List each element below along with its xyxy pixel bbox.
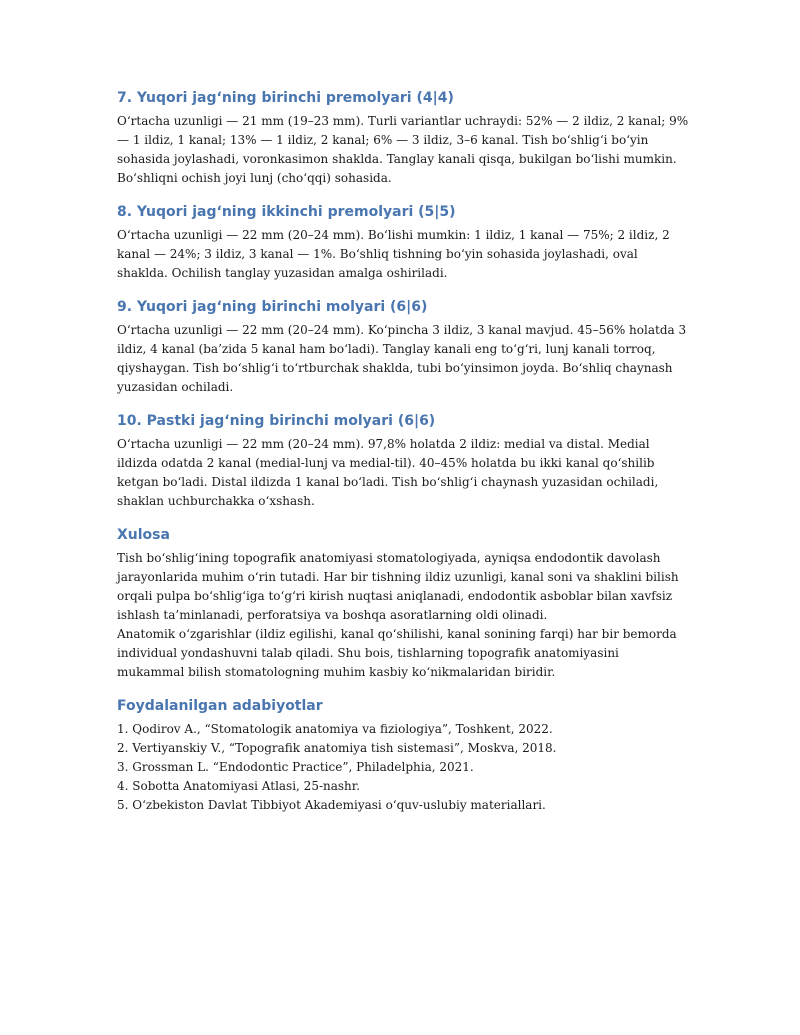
section-paragraph: O‘rtacha uzunligi — 22 mm (20–24 mm). Bo‘lishi mumkin: 1 ildiz, 1 kanal — 75%; 2 ildiz, 2 kanal — 24%; 3 ildiz, 3 kanal — 1%. Bo‘shliq tishning bo‘yin sohasida joylashadi, oval shaklda. Ochilish tanglay yuzasidan amalga oshiriladi.: [117, 228, 670, 280]
references-heading: Foydalanilgan adabiyotlar: [117, 698, 323, 714]
reference-item: 4. Sobotta Anatomiyasi Atlasi, 25-nashr.: [117, 779, 361, 793]
section-paragraph: O‘rtacha uzunligi — 22 mm (20–24 mm). 97,8% holatda 2 ildiz: medial va distal. Medial ildizda odatda 2 kanal (medial-lunj va medial-til). 40–45% holatda bu ikki kanal qo‘shilib ketgan bo‘ladi. Distal ildizda 1 kanal bo‘ladi. Tish bo‘shlig‘i chaynash yuzasidan ochiladi, shaklan uchburchakka o‘xshash.: [117, 437, 659, 508]
section-heading: 8. Yuqori jag‘ning ikkinchi premolyari (5|5): [117, 204, 456, 220]
reference-item: 3. Grossman L. “Endodontic Practice”, Philadelphia, 2021.: [117, 760, 474, 774]
reference-item: 2. Vertiyanskiy V., “Topografik anatomiya tish sistemasi”, Moskva, 2018.: [117, 741, 557, 755]
references-list: [117, 720, 689, 815]
reference-item: 5. O‘zbekiston Davlat Tibbiyot Akademiyasi o‘quv-uslubiy materiallari.: [117, 798, 546, 812]
section-premolar-upper-first: [117, 88, 689, 188]
section-molar-lower-first: [117, 411, 689, 511]
reference-item: 1. Qodirov A., “Stomatologik anatomiya va fiziologiya”, Toshkent, 2022.: [117, 722, 553, 736]
section-premolar-upper-second: [117, 202, 689, 283]
section-references: [117, 696, 689, 815]
section-paragraph: O‘rtacha uzunligi — 22 mm (20–24 mm). Ko‘pincha 3 ildiz, 3 kanal mavjud. 45–56% holatda 3 ildiz, 4 kanal (ba’zida 5 kanal ham bo‘ladi). Tanglay kanali eng to‘g‘ri, lunj kanali torroq, qiyshaygan. Tish bo‘shlig‘i to‘rtburchak shaklda, tubi bo‘yinsimon joyda. Bo‘shliq chaynash yuzasidan ochiladi.: [117, 323, 687, 394]
section-heading: 9. Yuqori jag‘ning birinchi molyari (6|6): [117, 299, 428, 315]
document-page: [117, 88, 689, 829]
section-heading: Xulosa: [117, 527, 170, 543]
section-paragraph: O‘rtacha uzunligi — 21 mm (19–23 mm). Turli variantlar uchraydi: 52% — 2 ildiz, 2 kanal; 9% — 1 ildiz, 1 kanal; 13% — 1 ildiz, 2 kanal; 6% — 3 ildiz, 3–6 kanal. Tish bo‘shlig‘i bo‘yin sohasida joylashadi, voronkasimon shaklda. Tanglay kanali qisqa, bukilgan bo‘lishi mumkin. Bo‘shliqni ochish joyi lunj (cho‘qqi) sohasida.: [117, 114, 689, 185]
section-heading: 7. Yuqori jag‘ning birinchi premolyari (4|4): [117, 90, 454, 106]
section-molar-upper-first: [117, 297, 689, 397]
section-conclusion: [117, 525, 689, 682]
section-paragraph: Tish bo‘shlig‘ining topografik anatomiyasi stomatologiyada, ayniqsa endodontik davolash jarayonlarida muhim o‘rin tutadi. Har bir tishning ildiz uzunligi, kanal soni va shaklini bilish orqali pulpa bo‘shlig‘iga to‘g‘ri kirish nuqtasi aniqlanadi, endodontik asboblar bilan xavfsiz ishlash ta’minlanadi, perforatsiya va boshqa asoratlarning oldi olinadi.: [117, 551, 679, 622]
section-heading: 10. Pastki jag‘ning birinchi molyari (6|6): [117, 413, 436, 429]
section-paragraph: Anatomik o‘zgarishlar (ildiz egilishi, kanal qo‘shilishi, kanal sonining farqi) har bir bemorda individual yondashuvni talab qiladi. Shu bois, tishlarning topografik anatomiyasini mukammal bilish stomatologning muhim kasbiy ko‘nikmalaridan biridir.: [117, 627, 677, 679]
